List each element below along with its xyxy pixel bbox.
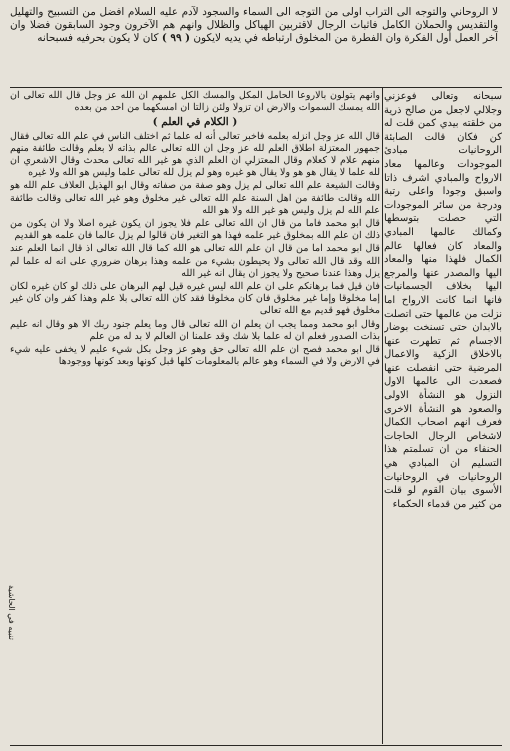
- main-paragraph-7: وقال ابو محمد ومما يجب ان يعلم ان الله تعالى قال وما يعلم جنود ربك الا هو وقال انه عليم بذات الصدور فعلم ان له علما بلا شك وقد علمنا ان العالم لا بد له من علم: [10, 318, 380, 342]
- side-margin-note: تنبيه في الحاشية: [7, 584, 16, 640]
- main-column: [10, 90, 380, 742]
- column-divider: [382, 88, 383, 744]
- main-paragraph-4: قال ابو محمد فاما من قال ان الله تعالى علم فلا يجوز ان يكون غيره اصلا ولا ان يكون من ذلك ان علم الله بمخلوق غير علمه فهذا هو التغير فان قالوا لم يزل عالما فان علمه هو القديم: [10, 218, 380, 242]
- top-divider: [10, 87, 502, 88]
- main-paragraph-8: قال ابو محمد فصح ان علم الله تعالى حق وهو عز وجل بكل شيء عليم لا يخفى عليه شيء في الارض ولا في السماء وهو عالم بالمعلومات كلها قبل كونها وبعد كونها ووجودها: [10, 344, 380, 368]
- main-paragraph-1: وانهم يتولون بالاروعا الحامل المكل والمسك الكل علمهم ان الله عز وجل قال الله تعالى ان الله يمسك السموات والارض ان تزولا ولئن زالتا ان امسكهما من احد من بعده: [10, 90, 380, 114]
- main-paragraph-2: قال الله عز وجل انزله بعلمه فاخبر تعالى أنه له علما ثم اختلف الناس في علم الله تعالى فقال جمهور المعتزلة اطلاق العلم لله عز وجل ان الله تعالى عالم بذاته لا بعلم وقالت طائفة منهم منهم علام لا كعلام وقال المعتزلي ان العلم الذي هو غير الله تعالى محدث وقال الاشعري ان لله علما لا يقال هو هو ولا يقال هو غيره وهو لم يزل لله تعالى علما وليس هو الله ولا غيره: [10, 130, 380, 179]
- main-paragraph-3: وقالت الشيعة علم الله تعالى لم يزل وهو صفة من صفاته وقال ابو الهذيل العلاف علم الله هو الله وقالت طائفة من اهل السنة علم الله تعالى غير مخلوق وهو غير الله تعالى وقالت طائفة علم الله لم يزل وليس هو غير الله ولا هو الله: [10, 180, 380, 216]
- margin-text: سبحانه وتعالى فوعزني وجلالي لاجعل من صالح ذرية من خلقته بيدي كمن قلت له كن فكان قالت الصابئة الروحانيات مبادئ الموجودات وعالمها معاد الارواح والمبادي اشرف ذاتا واسبق وجودا واعلى رتبة ودرجة من سائر الموجودات التي حصلت بتوسطها وكمالك عالمها المبادي والمعاد كان فعالها عالم الكمال فلهذا منها والمعاد اليها والمصدر عنها والمرجع اليها بخلاف الجسمانيات فانها انما كانت الارواح اما نزلت من عالمها حتى اتصلت بالابدان حتى تسنخت بوضار الاجسام ثم تطهرت عنها بالاخلاق الزكية والاعمال المرضية حتى انفصلت عنها فصعدت الى عالمها الاول النزول هو النشأة الاولى والصعود هو النشأة الاخرى فعرف انهم اصحاب الكمال لاشخاص الرجال الحاجات الحنفاء من ان تسلمتم هذا التسليم ان المبادي هي الروحانيات في الروحانيات الأسوى بيان القوم لو قلت من كثير من قدماء الحكماء: [384, 91, 502, 510]
- top-text: لا الروحاني والتوجه الى التراب اولى من التوجه الى السماء والسجود لآدم عليه السلام افضل من التسبيح والتهليل والتقديس والحملان الكامل فاثبات الرجال لاقتربين الهياكل والظلال وانهم هم الآخرون وجود السابقون فضلا وان آخر العمل أول الفكرة وان الفطرة من المخلوق ارتباطه في يديه لايكون: [10, 6, 498, 44]
- section-heading: ( الكلام في العلم ): [152, 116, 238, 129]
- bottom-divider: [10, 745, 502, 746]
- main-paragraph-5: قال ابو محمد اما من قال ان علم الله تعالى هو الله كما قال الله تعالى اذ قال انما العلم عند الله وقد قال الله تعالى ولا يحيطون بشيء من علمه وهذا برهان ضروري على انه له علما لم يزل وهذا عندنا صحيح ولا يجوز ان يقال انه غير الله: [10, 243, 380, 279]
- main-paragraph-6: فان قيل فما برهانكم على ان علم الله ليس غيره قيل لهم البرهان على ذلك لو كان غيره لكان إما مخلوقا وإما غير مخلوق فان كان مخلوقا فقد كان الله تعالى بلا علم وهذا كفر وان كان غير مخلوق فهو قديم مع الله تعالى: [10, 281, 380, 317]
- page-number: ( ٩٩ ): [161, 31, 191, 44]
- top-paragraph: [10, 6, 498, 44]
- margin-column: [384, 90, 502, 742]
- top-text-block: [10, 6, 498, 86]
- top-text-tail: كان لا يكون بحرفيه فسبحانه: [37, 31, 159, 44]
